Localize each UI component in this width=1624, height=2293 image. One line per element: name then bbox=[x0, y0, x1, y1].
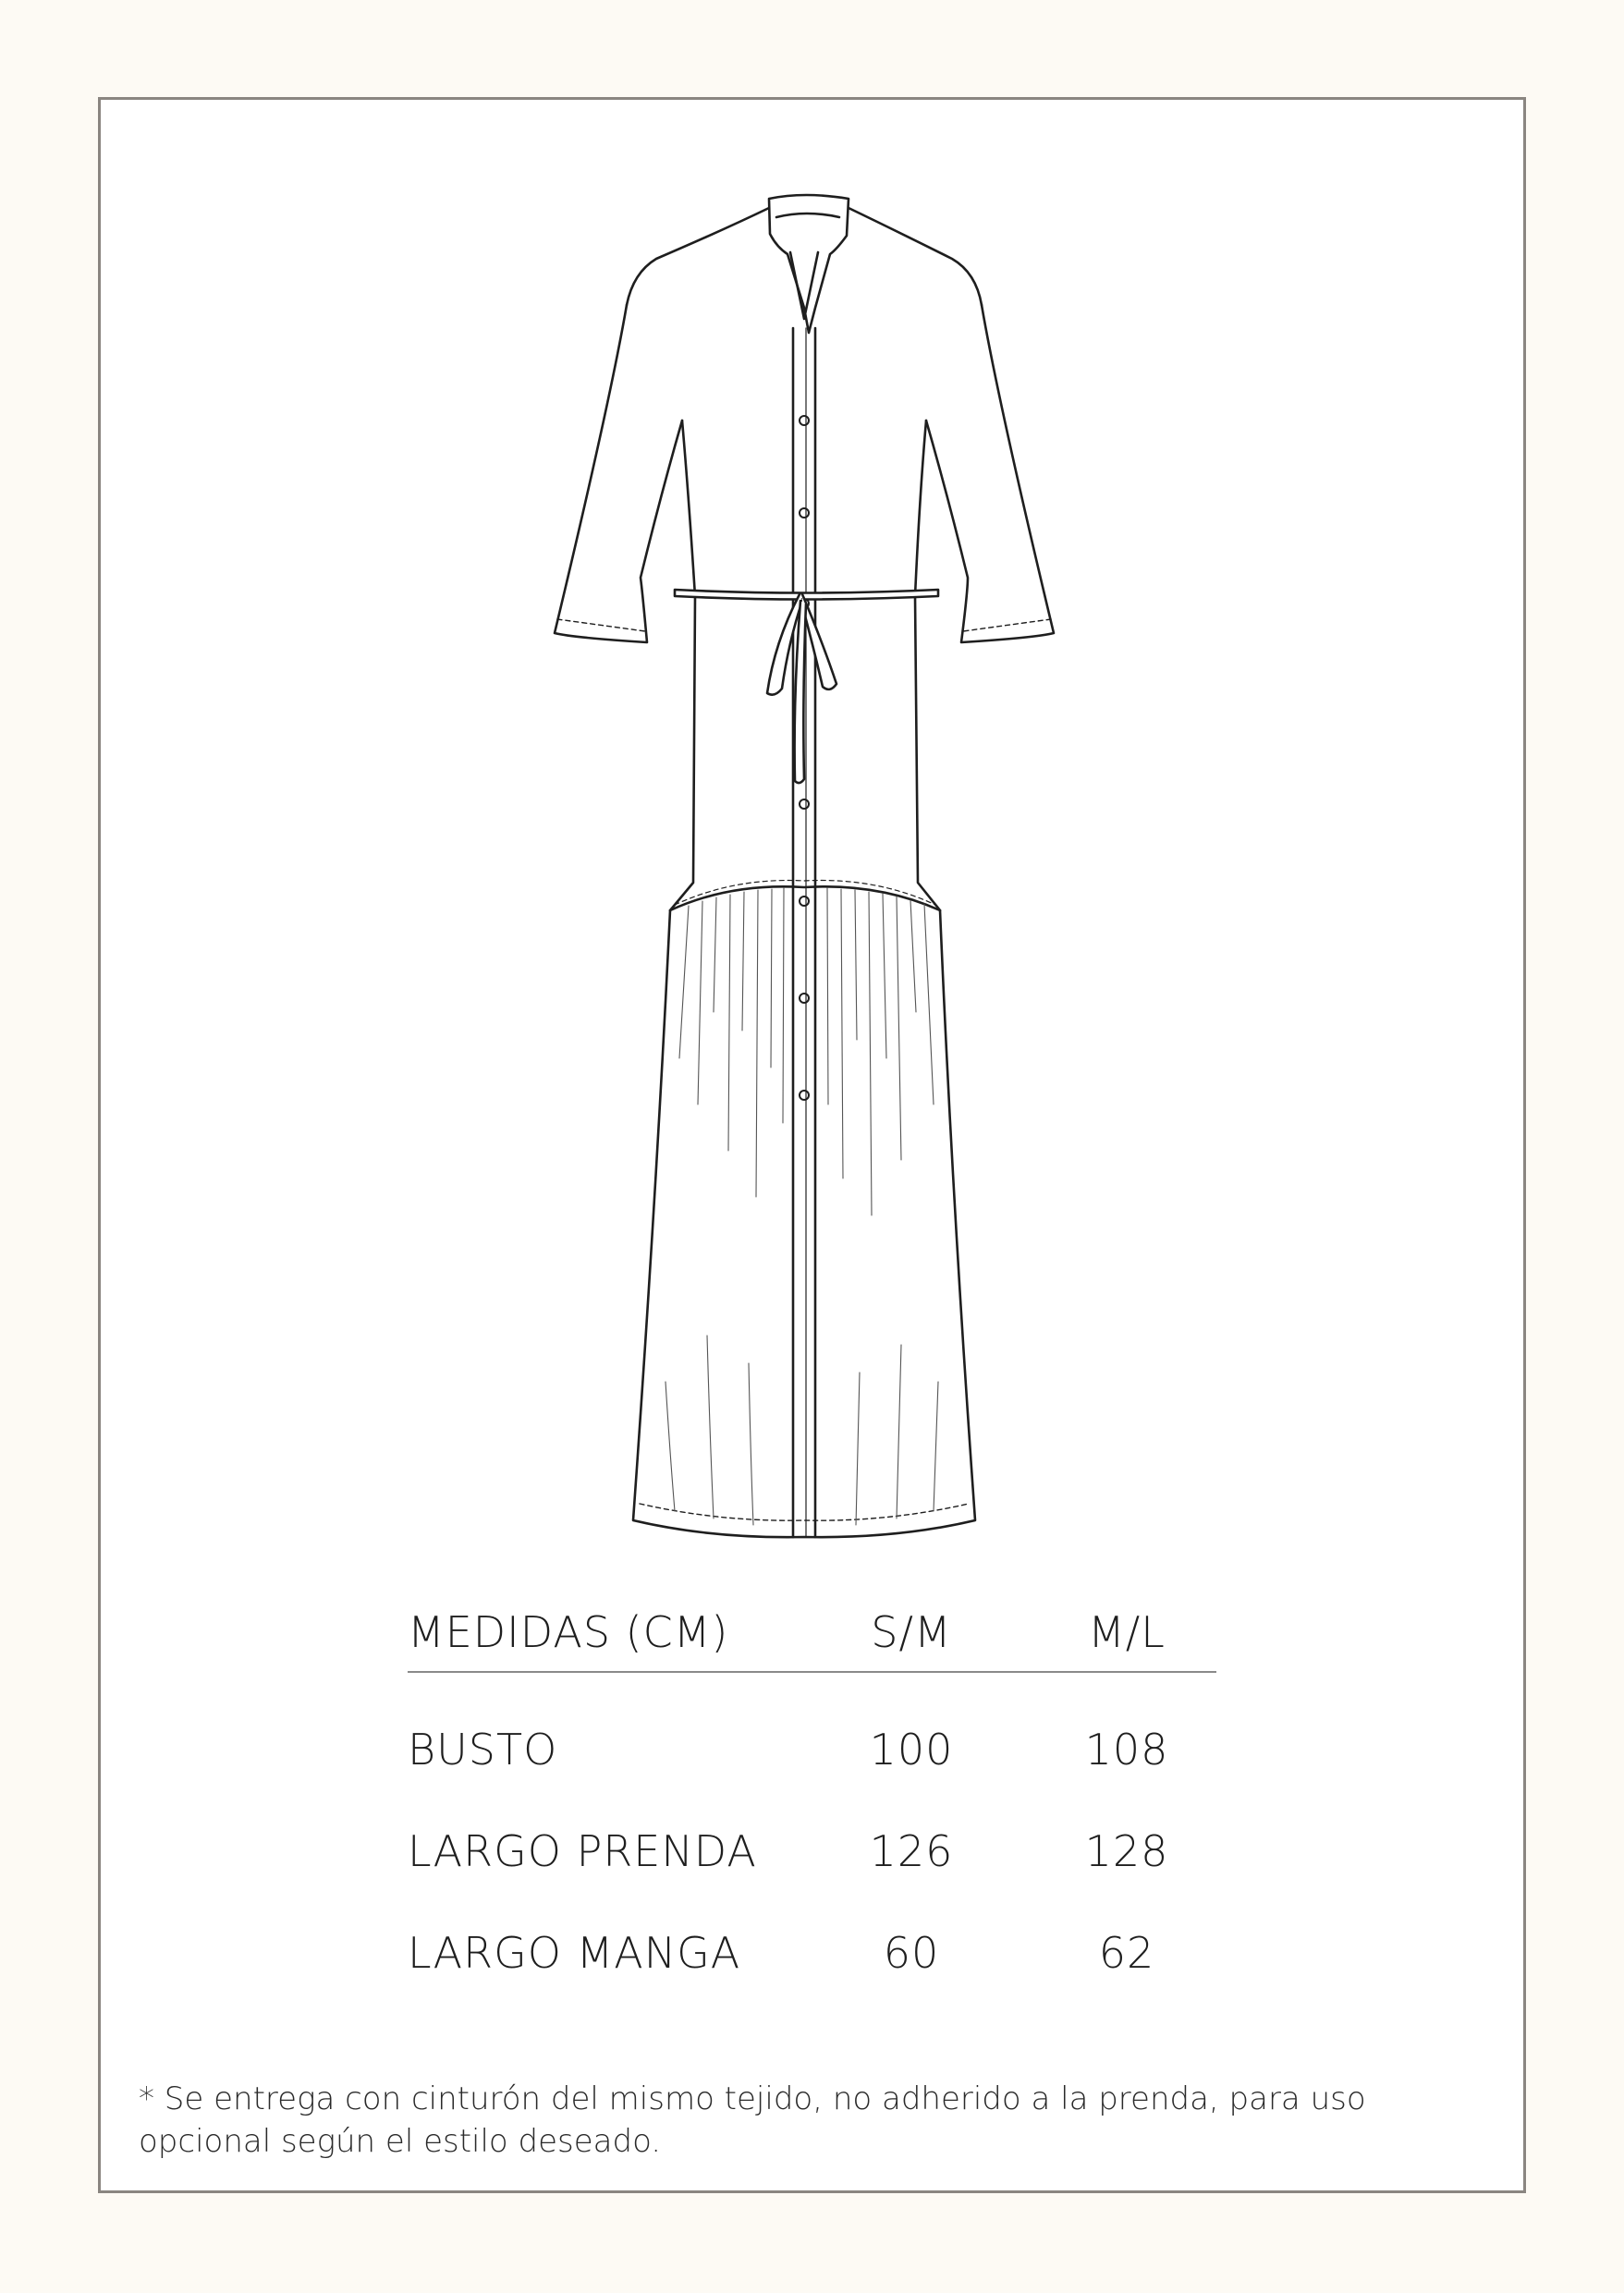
row-value-sm: 126 bbox=[869, 1826, 954, 1876]
row-value-sm: 60 bbox=[883, 1928, 940, 1978]
row-value-sm: 100 bbox=[869, 1725, 954, 1775]
size-table-header bbox=[408, 1594, 1216, 1673]
button-up-maxi-dress-icon bbox=[481, 180, 1128, 1567]
footnote-line-2: opcional según el estilo deseado. bbox=[139, 2123, 662, 2160]
row-label: LARGO MANGA bbox=[408, 1928, 741, 1978]
footnote-line-1: * Se entrega con cinturón del mismo tejido, no adherido a la prenda, para uso bbox=[139, 2080, 1366, 2117]
footnote bbox=[139, 2078, 1488, 2163]
row-value-ml: 128 bbox=[1084, 1826, 1169, 1876]
row-value-ml: 108 bbox=[1084, 1725, 1169, 1775]
header-size-ml: M/L bbox=[1088, 1607, 1166, 1657]
row-value-ml: 62 bbox=[1098, 1928, 1155, 1978]
header-size-sm: S/M bbox=[871, 1607, 952, 1657]
size-table bbox=[408, 1594, 1216, 2017]
header-label: MEDIDAS (CM) bbox=[408, 1607, 729, 1657]
table-row bbox=[408, 1915, 1216, 2017]
dress-technical-drawing bbox=[481, 180, 1128, 1567]
table-row bbox=[408, 1813, 1216, 1915]
table-row bbox=[408, 1712, 1216, 1813]
row-label: BUSTO bbox=[408, 1725, 558, 1775]
row-label: LARGO PRENDA bbox=[408, 1826, 757, 1876]
